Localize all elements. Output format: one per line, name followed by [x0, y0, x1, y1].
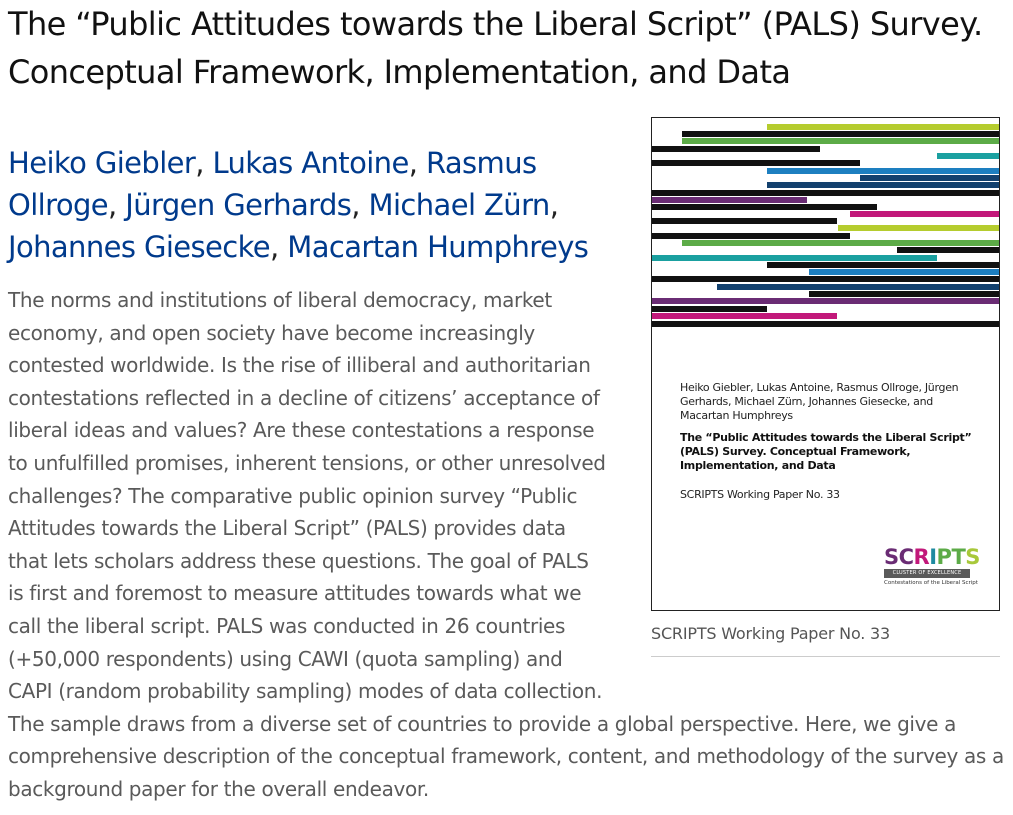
cover-stripe — [682, 131, 999, 137]
cover-stripe — [809, 291, 999, 297]
cover-stripe — [652, 218, 837, 224]
author-separator: , — [108, 188, 126, 222]
cover-stripe — [652, 233, 850, 239]
cover-stripe — [652, 204, 877, 210]
cover-stripe — [652, 306, 767, 312]
author-link[interactable]: Lukas Antoine — [212, 146, 409, 180]
cover-stripe-pattern — [652, 118, 999, 333]
cover-stripe — [652, 313, 837, 319]
cover-stripe — [767, 124, 999, 130]
cover-stripe — [838, 225, 999, 231]
author-link[interactable]: Rasmus Ollroge — [8, 146, 537, 222]
logo-letter: S — [965, 545, 980, 569]
cover-stripe — [809, 269, 999, 275]
author-separator: , — [195, 146, 213, 180]
cover-stripe — [937, 153, 999, 159]
cover-figure — [651, 117, 1000, 657]
cover-title: The “Public Attitudes towards the Liberal Script” (PALS) Survey. Conceptual Framework, Implementation, and Data — [680, 431, 972, 472]
author-link[interactable]: Macartan Humphreys — [287, 230, 589, 264]
cover-stripe — [652, 321, 999, 327]
logo-letter: T — [951, 545, 966, 569]
cover-stripe — [652, 146, 820, 152]
cover-stripe — [860, 175, 999, 181]
logo-letter: S — [884, 545, 899, 569]
logo-letter: P — [936, 545, 952, 569]
cover-stripe — [682, 240, 999, 246]
cover-stripe — [682, 138, 999, 144]
cover-stripe — [767, 262, 999, 268]
cover-stripe — [652, 160, 860, 166]
cover-stripe — [652, 190, 999, 196]
cover-stripe — [767, 168, 999, 174]
cover-stripe — [850, 211, 999, 217]
cover-stripe — [767, 182, 999, 188]
caption-divider — [651, 656, 1000, 657]
page-title: The “Public Attitudes towards the Liberal Script” (PALS) Survey. Conceptual Framework, Implementation, and Data — [8, 5, 983, 91]
author-separator: , — [408, 146, 426, 180]
figure-caption: SCRIPTS Working Paper No. 33 — [651, 624, 890, 643]
cover-stripe — [652, 276, 999, 282]
cover-stripe — [652, 255, 937, 261]
author-list — [8, 142, 628, 268]
logo-subtitle: Contestations of the Liberal Script — [884, 580, 978, 586]
logo-letter: I — [929, 545, 937, 569]
logo-letter: R — [913, 545, 930, 569]
abstract-text: The norms and institutions of liberal democracy, market economy, and open society have become increasingly contested worldwide. Is the rise of illiberal and authoritarian contestations reflected in a decline of citizens’ acceptance of liberal ideas and values? Are these contestations a response to unfulfilled promises, inherent tensions, or other unresolved challenges? The comparative public opinion survey “Public Attitudes towards the Liberal Script” (PALS) provides data that lets scholars address these questions. The goal of PALS is first and foremost to measure attitudes towards what we call the liberal script. PALS was conducted in 26 countries (+50,000 respondents) using CAWI (quota sampling) and CAPI (random probability sampling) modes of data collection. The sample draws from a diverse set of countries to provide a global perspective. Here, we give a comprehensive description of the conceptual framework, content, and methodology of the survey as a background paper for the overall endeavor. — [8, 288, 1004, 801]
author-link[interactable]: Michael Zürn — [368, 188, 550, 222]
cover-image[interactable] — [651, 117, 1000, 611]
cover-authors: Heiko Giebler, Lukas Antoine, Rasmus Ollroge, Jürgen Gerhards, Michael Zürn, Johannes Giesecke, and Macartan Humphreys — [680, 381, 959, 422]
cover-stripe — [717, 284, 999, 290]
author-separator: , — [549, 188, 559, 222]
author-link[interactable]: Heiko Giebler — [8, 146, 196, 180]
scripts-logo — [884, 546, 994, 587]
author-separator: , — [270, 230, 288, 264]
cover-stripe — [652, 197, 807, 203]
cover-series: SCRIPTS Working Paper No. 33 — [680, 488, 840, 501]
logo-wordmark — [884, 546, 994, 568]
logo-band: CLUSTER OF EXCELLENCE — [884, 569, 970, 578]
cover-stripe — [897, 247, 999, 253]
author-link[interactable]: Johannes Giesecke — [8, 230, 271, 264]
cover-stripe — [652, 298, 999, 304]
author-separator: , — [351, 188, 369, 222]
author-link[interactable]: Jürgen Gerhards — [125, 188, 352, 222]
logo-letter: C — [898, 545, 914, 569]
